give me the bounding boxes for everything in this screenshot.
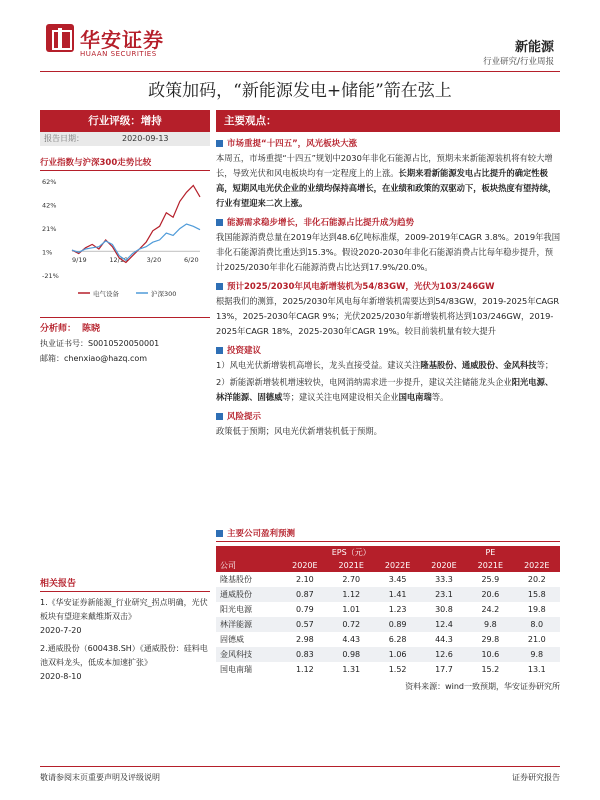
bullet-icon (216, 283, 223, 290)
page-header (0, 0, 600, 70)
table-cell: 1.41 (388, 590, 407, 599)
section-5-heading (216, 410, 560, 422)
table-cell: 林洋能源 (220, 620, 252, 629)
y-tick-label: 1% (42, 248, 53, 257)
table-cell: 20.2 (527, 575, 546, 584)
report-title: 政策加码，“新能源发电+储能”箭在弦上 (148, 81, 452, 101)
table-cell: 6.28 (388, 635, 407, 644)
table-cell: 9.8 (530, 650, 544, 659)
left-column (40, 110, 210, 364)
table-cell: 1.01 (342, 605, 361, 614)
x-tick-label: 6/20 (184, 256, 199, 265)
table-cell: 1.31 (342, 665, 361, 674)
related-reports (40, 576, 210, 684)
footer-disclaimer: 敬请参阅末页重要声明及评级说明 (40, 773, 160, 782)
s4-p2-e: 等。 (431, 392, 449, 402)
table-cell: 0.57 (295, 620, 314, 629)
footer-divider (40, 766, 560, 767)
table-cell: 21.0 (527, 635, 546, 644)
column-header: 公司 (220, 561, 236, 570)
table-column-header (216, 559, 560, 572)
table-cell: 1.06 (388, 650, 407, 659)
table-title (216, 527, 560, 542)
table-cell: 30.8 (435, 605, 453, 614)
section-2-title: 能源需求稳步增长，非化石能源占比提升成为趋势 (227, 218, 415, 228)
index-comparison-chart (40, 175, 210, 303)
column-header: 2020E (292, 561, 318, 570)
cert-number: S0010520050001 (88, 339, 160, 348)
s4-p1-c: 等； (536, 360, 554, 370)
table-cell: 1.12 (342, 590, 361, 599)
column-header: 2022E (524, 561, 550, 570)
table-cell: 1.12 (295, 665, 314, 674)
group-header-blank (216, 546, 282, 559)
bullet-icon (216, 219, 223, 226)
column-header: 2021E (477, 561, 504, 570)
report-date-label: 报告日期： (44, 134, 84, 143)
table-cell: 20.6 (481, 590, 500, 599)
sector-label: 新能源 (514, 40, 554, 55)
series-line (72, 224, 200, 260)
industry-rating: 行业评级：增持 (40, 110, 210, 132)
table-cell: 29.8 (481, 635, 500, 644)
main-points-heading: 主要观点： (216, 110, 560, 132)
related-report-1[interactable]: 1.《华安证券新能源_行业研究_拐点明确，光伏板块有望迎来戴维斯双击》 (40, 598, 208, 621)
table-row (216, 617, 560, 632)
section-1-heading (216, 137, 560, 149)
table-row (216, 647, 560, 662)
table-cell: 国电南瑞 (220, 665, 252, 674)
section-3-title: 预计2025/2030年风电新增装机为54/83GW，光伏为103/246GW (227, 282, 495, 292)
report-date-value: 2020-09-13 (122, 134, 169, 143)
chart-title: 行业指数与沪深300走势比较 (40, 156, 210, 171)
table-cell: 0.79 (295, 605, 314, 614)
table-cell: 19.8 (527, 605, 546, 614)
table-group-header (216, 546, 560, 559)
email-value[interactable]: chenxiao@hazq.com (64, 354, 148, 363)
section-1-title: 市场重提“十四五”，风光板块大涨 (227, 139, 358, 149)
section-5-title: 风险提示 (227, 412, 262, 422)
x-tick-label: 3/20 (146, 256, 162, 265)
s4-p2-companies: 阳光电源、林洋能源、固德威 (216, 377, 554, 402)
table-row (216, 662, 560, 677)
table-cell: 4.43 (342, 635, 361, 644)
table-cell: 2.98 (295, 635, 314, 644)
section-4-text-2 (216, 375, 560, 405)
table-cell: 17.7 (435, 665, 453, 674)
legend-label: 沪深300 (151, 290, 177, 298)
table-cell: 12.4 (435, 620, 453, 629)
earnings-forecast (216, 527, 560, 692)
table-cell: 通威股份 (220, 590, 252, 599)
related-report-2[interactable]: 2.通威股份（600438.SH）《通威股份：硅料电池双料龙头，低成本加速扩张》 (40, 644, 208, 667)
table-title-text: 主要公司盈利预测 (227, 529, 296, 539)
table-cell: 0.98 (342, 650, 361, 659)
section-4-heading (216, 344, 560, 356)
email-label: 邮箱： (40, 354, 64, 363)
table-cell: 隆基股份 (220, 575, 252, 584)
s4-p1-a: 1）风电光伏新增装机高增长，龙头直接受益。建议关注 (216, 360, 421, 370)
table-cell: 0.72 (342, 620, 361, 629)
table-source: 资料来源：wind一致预期，华安证券研究所 (405, 682, 560, 691)
table-cell: 固德威 (220, 635, 244, 644)
email-line (40, 353, 210, 364)
index-chart-svg (40, 175, 210, 303)
cert-label: 执业证书号： (40, 339, 88, 348)
table-cell: 25.9 (481, 575, 500, 584)
bullet-icon (216, 140, 223, 147)
related-report-1-date: 2020-7-20 (40, 626, 82, 635)
s4-p2-c: 等；建议关注电网建设相关企业 (282, 392, 399, 402)
analyst-block (40, 317, 210, 364)
table-cell: 阳光电源 (220, 605, 252, 614)
table-cell: 44.3 (435, 635, 453, 644)
table-body (216, 572, 560, 677)
table-cell: 15.2 (481, 665, 500, 674)
analyst-heading (40, 321, 210, 334)
table-row (216, 632, 560, 647)
cert-line (40, 338, 210, 349)
table-cell: 8.0 (530, 620, 544, 629)
section-2-text: 我国能源消费总量在2019年达到48.6亿吨标准煤，2009-2019年CAGR 3.8%。2019年我国非化石能源消费比重达到15.3%。假设2020-2030年非化石能源消费占比每年稳步提升，预计2025/2030年非化石能源消费占比达到17.9%/20.0%。 (216, 232, 560, 272)
table-cell: 2.70 (342, 575, 361, 584)
table-cell: 15.8 (527, 590, 546, 599)
column-header: 2021E (338, 561, 364, 570)
x-tick-label: 12/19 (109, 256, 129, 265)
bullet-icon (216, 413, 223, 420)
section-4-text-1 (216, 358, 560, 373)
bullet-icon (216, 347, 223, 354)
forecast-table (216, 546, 560, 677)
logo-en-text: HUAAN SECURITIES (80, 50, 157, 58)
report-date (40, 132, 210, 146)
table-cell: 24.2 (481, 605, 500, 614)
table-cell: 1.23 (388, 605, 407, 614)
column-header: 2022E (384, 561, 411, 570)
table-row (216, 587, 560, 602)
table-cell: 23.1 (435, 590, 453, 599)
logo-cn-text: 华安证券 (80, 28, 164, 52)
analyst-label: 分析师： (40, 324, 77, 334)
table-cell: 12.6 (435, 650, 453, 659)
section-3-heading (216, 280, 560, 292)
table-cell: 0.83 (295, 650, 314, 659)
section-1-body: 本周五，市场重提“十四五”规划中2030年非化石能源占比，预期未来新能源装机将有较大增长，导致光伏和风电板块均有一定程度上的上涨。 (216, 153, 553, 178)
column-header: 2020E (431, 561, 457, 570)
table-cell: 0.89 (388, 620, 407, 629)
s4-p2-a: 2）新能源新增装机增速较快，电网消纳需求进一步提升，建议关注储能龙头企业 (216, 377, 512, 387)
table-cell: 10.6 (481, 650, 500, 659)
right-column (216, 110, 560, 439)
s4-p2-company: 国电南瑞 (398, 392, 432, 402)
y-tick-label: 42% (42, 201, 57, 210)
report-type: 行业研究/行业周报 (483, 57, 554, 67)
table-cell: 金风科技 (220, 650, 252, 659)
y-tick-label: 21% (42, 225, 57, 233)
section-1-bold: 长期来看新能源发电占比提升的确定性极高，短期风电光伏企业的业绩均保持高增长，在业绩和政策的双驱动下，板块热度有望持续，行业有望迎来二次上涨。 (216, 168, 557, 208)
section-5-text: 政策低于预期；风电光伏新增装机低于预期。 (216, 426, 382, 436)
table-cell: 9.8 (483, 620, 497, 629)
section-2-heading (216, 216, 560, 228)
footer-label: 证券研究报告 (512, 773, 560, 782)
bullet-icon (216, 530, 223, 537)
header-divider (40, 71, 560, 72)
related-report-2-date: 2020-8-10 (40, 672, 82, 681)
y-tick-label: 62% (42, 178, 57, 186)
analyst-name: 陈晓 (82, 324, 101, 334)
table-row (216, 602, 560, 617)
section-3-text: 根据我们的测算，2025/2030年风电每年新增装机需要达到54/83GW，2019-2025年CAGR 13%，2025-2030年CAGR 9%；光伏2025/2030年新增装机将达到103/246GW，2019-2025年CAGR 18%，2025-2030年CAGR 19%。较目前装机量有较大提升 (216, 296, 560, 336)
eps-header: EPS（元） (331, 548, 371, 557)
table-cell: 13.1 (527, 665, 546, 674)
table-row (216, 572, 560, 587)
huaan-logo-icon (46, 24, 74, 52)
table-cell: 33.3 (435, 575, 453, 584)
x-tick-label: 9/19 (72, 256, 87, 265)
section-1-text (216, 151, 560, 211)
table-cell: 2.10 (295, 575, 314, 584)
pe-header: PE (485, 548, 496, 557)
s4-p1-companies: 隆基股份、通威股份、金风科技 (420, 360, 537, 370)
table-cell: 0.87 (295, 590, 314, 599)
related-title: 相关报告 (40, 576, 210, 592)
legend-label: 电气设备 (93, 290, 119, 298)
table-cell: 3.45 (388, 575, 407, 584)
table-cell: 1.52 (388, 665, 407, 674)
y-tick-label: -21% (42, 272, 59, 280)
section-4-title: 投资建议 (227, 346, 262, 356)
